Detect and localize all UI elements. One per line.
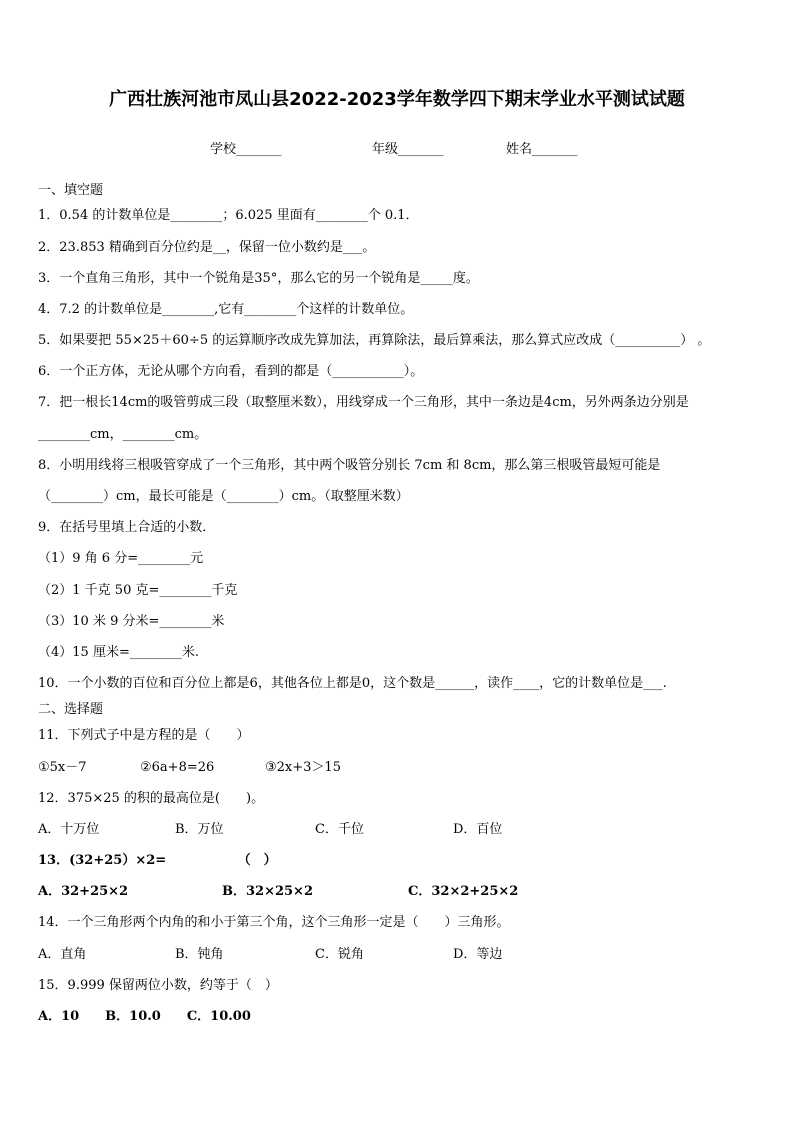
question-9-3: （3）10 米 9 分米=________米 — [38, 614, 225, 629]
question-11-option-3: ③2x+3＞15 — [265, 760, 341, 775]
question-13-option-a: A．32+25×2 — [38, 884, 129, 899]
question-14-option-d: D．等边 — [453, 947, 503, 962]
question-1: 1．0.54 的计数单位是________；6.025 里面有________个 0.1． — [38, 208, 419, 223]
question-11-option-1: ①5x－7 — [38, 760, 87, 775]
question-9-2: （2）1 千克 50 克=________千克 — [38, 583, 238, 598]
question-6: 6．一个正方体，无论从哪个方向看，看到的都是（___________）。 — [38, 364, 424, 379]
name-field: 姓名_______ — [506, 142, 578, 157]
question-11-option-2: ②6a+8=26 — [140, 760, 215, 775]
question-12-option-b: B．万位 — [175, 822, 224, 837]
page-title: 广西壮族河池市凤山县2022-2023学年数学四下期末学业水平测试试题 — [109, 89, 685, 110]
question-14-option-b: B．钝角 — [175, 947, 224, 962]
question-12-option-d: D．百位 — [453, 822, 503, 837]
question-12-option-a: A．十万位 — [38, 822, 100, 837]
question-13: 13．(32+25）×2= （ ） — [38, 853, 277, 868]
question-7: 7．把一根长14cm的吸管剪成三段（取整厘米数），用线穿成一个三角形，其中一条边是4cm，另外两条边分别是 — [38, 395, 689, 410]
question-10: 10．一个小数的百位和百分位上都是6，其他各位上都是0，这个数是______，读作____，它的计数单位是___. — [38, 676, 667, 691]
question-9: 9．在括号里填上合适的小数． — [38, 520, 216, 535]
school-field: 学校_______ — [210, 142, 282, 157]
question-4: 4．7.2 的计数单位是________,它有________个这样的计数单位。 — [38, 302, 414, 317]
section-fill-blank: 一、填空题 — [38, 183, 104, 198]
question-8-blanks: （________）cm，最长可能是（________）cm。（取整厘米数） — [38, 489, 409, 504]
question-15-options: A．10 B．10.0 C．10.00 — [38, 1009, 251, 1024]
question-14-option-c: C．锐角 — [315, 947, 364, 962]
question-7-blanks: ________cm，________cm。 — [38, 427, 208, 442]
question-13-option-b: B．32×25×2 — [222, 884, 314, 899]
section-choice: 二、选择题 — [38, 702, 104, 717]
question-13-option-c: C．32×2+25×2 — [408, 884, 519, 899]
question-12: 12．375×25 的积的最高位是( )。 — [38, 791, 265, 806]
question-9-1: （1）9 角 6 分=________元 — [38, 551, 204, 566]
question-11: 11．下列式子中是方程的是（ ） — [38, 728, 250, 743]
question-9-4: （4）15 厘米=________米. — [38, 645, 199, 660]
question-3: 3．一个直角三角形，其中一个锐角是35°，那么它的另一个锐角是_____度。 — [38, 271, 479, 286]
question-15: 15．9.999 保留两位小数，约等于（ ） — [38, 978, 278, 993]
grade-field: 年级_______ — [372, 142, 444, 157]
question-5: 5．如果要把 55×25＋60÷5 的运算顺序改成先算加法，再算除法，最后算乘法，那么算式应改成（__________） 。 — [38, 333, 711, 348]
question-12-option-c: C．千位 — [315, 822, 364, 837]
question-2: 2．23.853 精确到百分位约是__，保留一位小数约是___。 — [38, 240, 376, 255]
question-8: 8．小明用线将三根吸管穿成了一个三角形，其中两个吸管分别长 7cm 和 8cm，那么第三根吸管最短可能是 — [38, 458, 661, 473]
question-14-option-a: A．直角 — [38, 947, 87, 962]
question-14: 14．一个三角形两个内角的和小于第三个角，这个三角形一定是（ ）三角形。 — [38, 915, 510, 930]
